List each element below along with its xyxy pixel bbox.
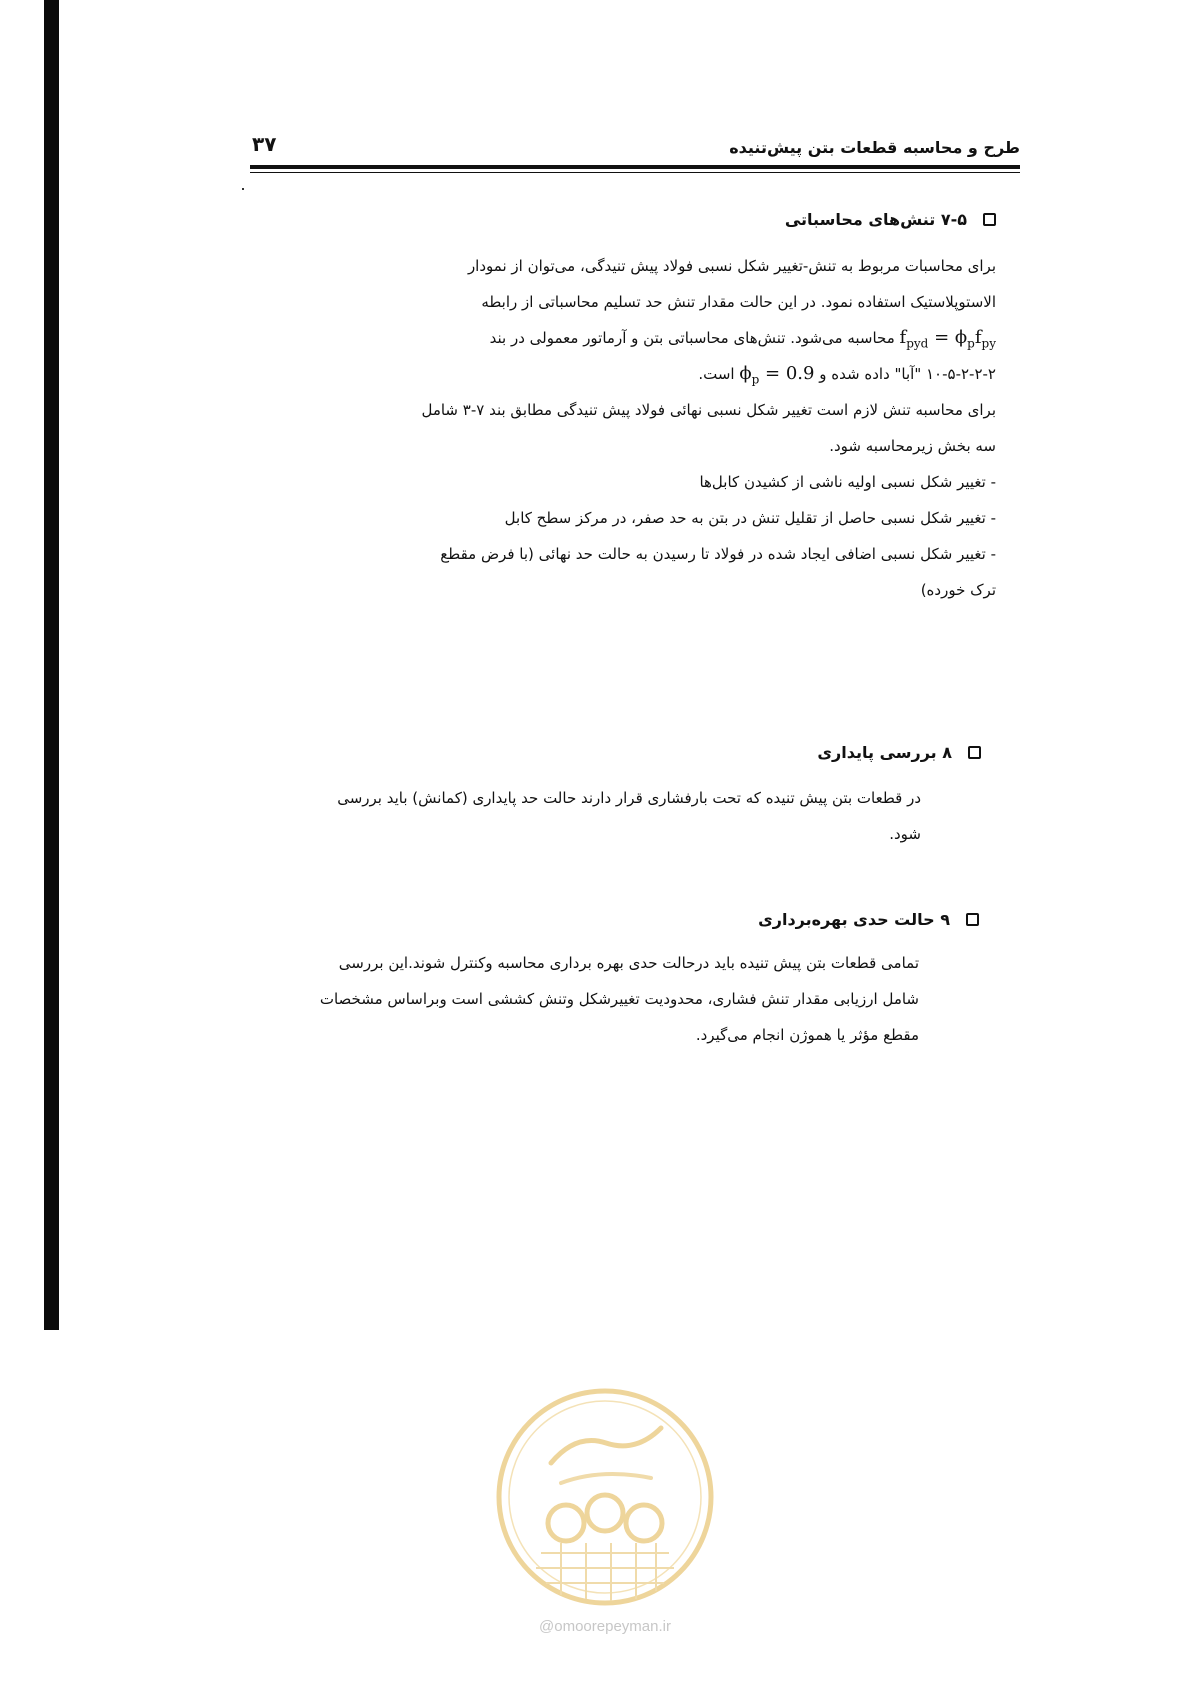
text-line: شامل ارزیابی مقدار تنش فشاری، محدودیت تغییرشکل وتنش کششی است وبراساس مشخصات (319, 990, 919, 1008)
running-header (250, 128, 1020, 168)
text-line: برای محاسبه تنش لازم است تغییر شکل نسبی نهائی فولاد پیش تنیدگی مطابق بند ۷-۳ شامل (421, 401, 996, 419)
page-number: ۳۷ (252, 132, 277, 156)
watermark-url: @omoorepeyman.ir (539, 1618, 671, 1635)
section-9-heading (758, 910, 979, 929)
checkbox-icon (968, 746, 981, 759)
book-title: طرح و محاسبه قطعات بتن پیش‌تنیده (729, 138, 1020, 157)
list-item: - تغییر شکل نسبی اضافی ایجاد شده در فولاد تا رسیدن به حالت حد نهائی (با فرض مقطع (440, 545, 996, 563)
section-9-title: ۹ حالت حدی بهره‌برداری (758, 910, 950, 929)
section-7-5-body (396, 248, 996, 608)
text-line: تمامی قطعات بتن پیش تنیده باید درحالت حدی بهره برداری محاسبه وکنترل شوند.این بررسی (338, 954, 919, 972)
formula-phi: $\phi_p = 0.9$ (739, 363, 815, 387)
section-7-5-heading (785, 210, 996, 229)
checkbox-icon (983, 213, 996, 226)
scan-margin-bar (44, 0, 59, 1330)
section-8-body (321, 780, 921, 852)
header-rule-thin (250, 172, 1020, 173)
omoorepeyman-logo-watermark (491, 1383, 719, 1611)
checkbox-icon (966, 913, 979, 926)
scan-speck (242, 188, 244, 190)
section-7-5-title: ۷-۵ تنش‌های محاسباتی (784, 210, 967, 229)
text-line: الاستوپلاستیک استفاده نمود. در این حالت مقدار تنش حد تسلیم محاسباتی از رابطه (481, 293, 996, 311)
text-line: سه بخش زیرمحاسبه شود. (829, 437, 996, 455)
text-line: ترک خورده) (920, 581, 996, 599)
text-line: در قطعات بتن پیش تنیده که تحت بارفشاری قرار دارند حالت حد پایداری (کمانش) باید بررسی (337, 789, 921, 807)
list-item: - تغییر شکل نسبی اولیه ناشی از کشیدن کابل‌ها (699, 473, 996, 491)
section-9-body (319, 945, 919, 1053)
section-8-title: ۸ بررسی پایداری (817, 743, 952, 762)
section-8-heading (817, 743, 981, 762)
text-line-with-formula: $f_{pyd} = \phi_pf_{py}$ محاسبه می‌شود. تنش‌های محاسباتی بتن و آرماتور معمولی در بند (489, 327, 996, 351)
header-rule-thick (250, 165, 1020, 169)
text-line: شود. (889, 825, 921, 843)
list-item: - تغییر شکل نسبی حاصل از تقلیل تنش در بتن به حد صفر، در مرکز سطح کابل (504, 509, 996, 527)
formula-fpyd: $f_{pyd} = \phi_pf_{py}$ (899, 327, 996, 351)
text-line: برای محاسبات مربوط به تنش-تغییر شکل نسبی فولاد پیش تنیدگی، می‌توان از نمودار (467, 257, 996, 275)
text-line-with-formula: ۱۰-۵-۲-۲-۲ "آبا" داده شده و $\phi_p = 0.9$ است. (698, 363, 996, 387)
text-line: مقطع مؤثر یا هموژن انجام می‌گیرد. (695, 1026, 919, 1044)
